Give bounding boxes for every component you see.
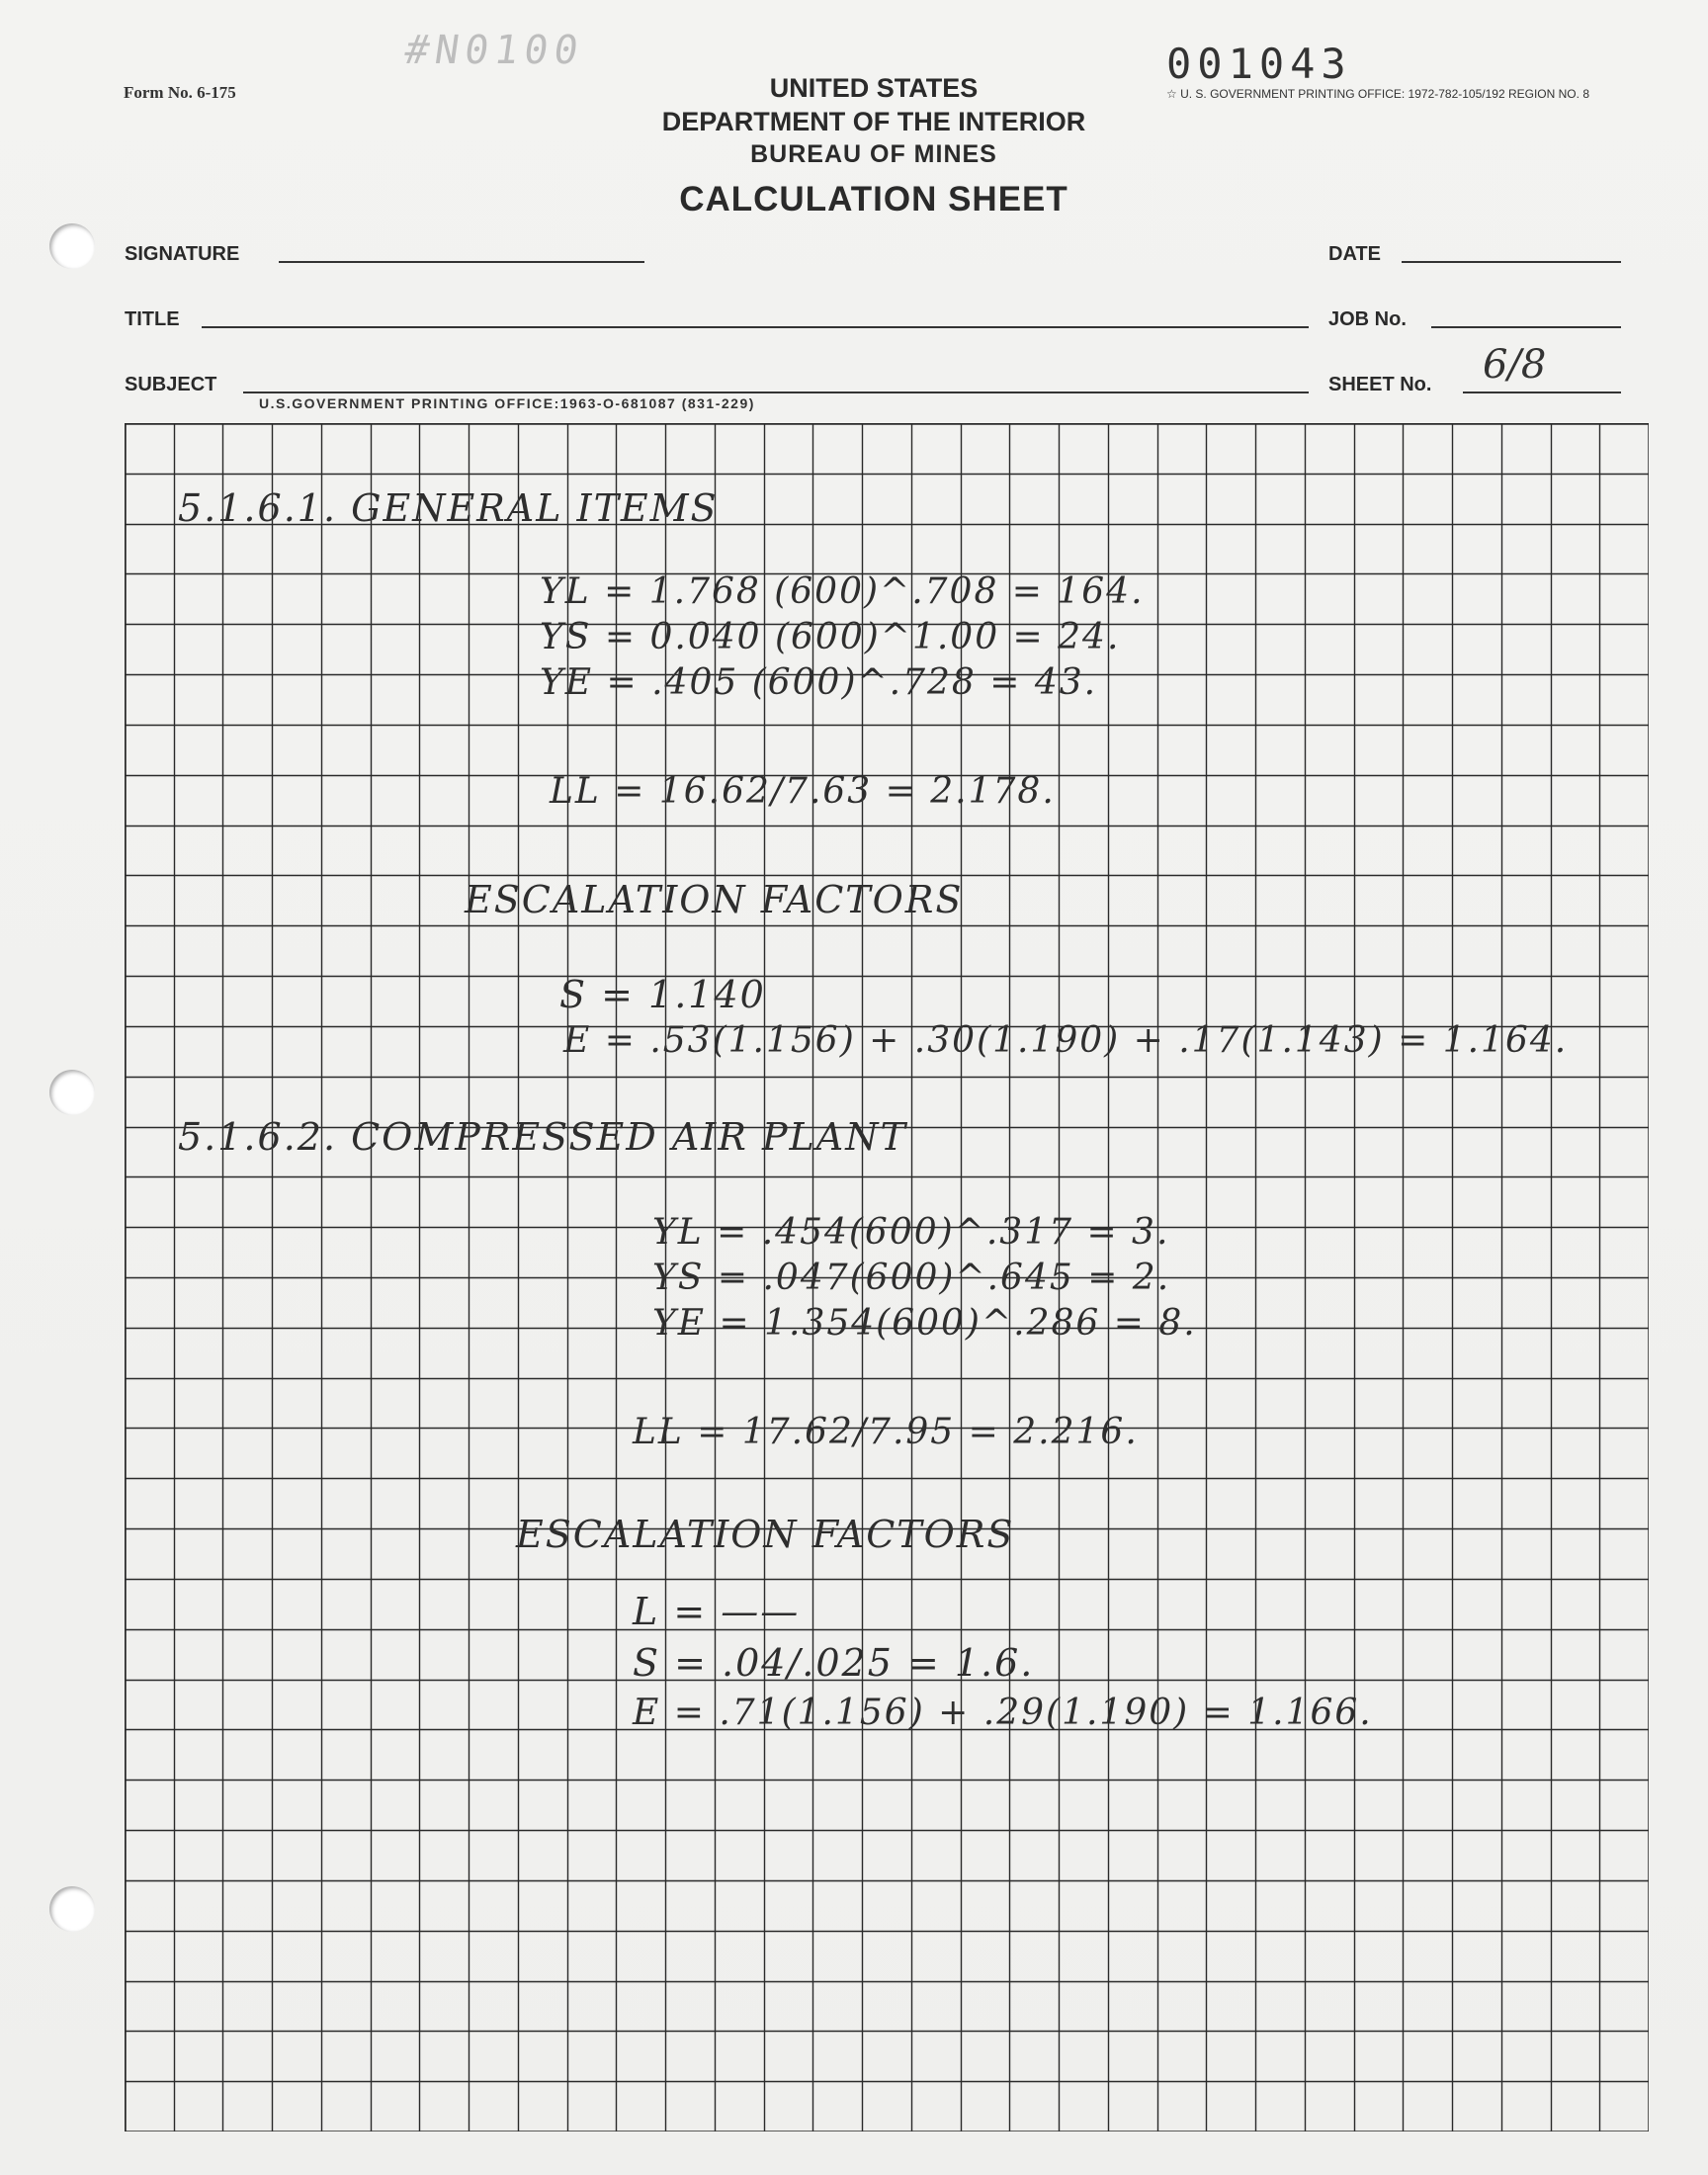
faint-stamp: #N0100 <box>401 28 587 73</box>
s1-ye-equation: YE = .405 (600)^.728 = 43. <box>540 662 1098 703</box>
title-label: TITLE <box>125 308 180 330</box>
punch-hole-middle <box>49 1070 95 1115</box>
s1-e-factor: E = .53(1.156) + .30(1.190) + .17(1.143) = 1.164. <box>563 1020 1569 1061</box>
title-line[interactable] <box>202 326 1309 328</box>
s2-l-factor: L = —— <box>633 1590 801 1633</box>
gpo-imprint-bottom: U.S.GOVERNMENT PRINTING OFFICE:1963-O-681087 (831-229) <box>259 395 755 411</box>
s2-s-factor: S = .04/.025 = 1.6. <box>633 1641 1035 1685</box>
job-number-label: JOB No. <box>1328 308 1407 330</box>
date-line[interactable] <box>1402 261 1621 263</box>
s2-ll-equation: LL = 17.62/7.95 = 2.216. <box>633 1412 1139 1452</box>
s1-escalation-heading: ESCALATION FACTORS <box>465 878 964 921</box>
job-number-line[interactable] <box>1431 326 1621 328</box>
date-label: DATE <box>1328 243 1381 265</box>
calculation-grid <box>125 423 1649 2132</box>
header-department: DEPARTMENT OF THE INTERIOR <box>661 107 1086 136</box>
subject-line[interactable] <box>243 392 1309 393</box>
sheet-number-value: 6/8 <box>1483 342 1547 388</box>
section-2-heading: 5.1.6.2. COMPRESSED AIR PLANT <box>178 1115 907 1159</box>
sheet-number-label: SHEET No. <box>1328 374 1432 395</box>
s1-ys-equation: YS = 0.040 (600)^1.00 = 24. <box>540 617 1121 657</box>
header-united-states: UNITED STATES <box>769 73 979 103</box>
document-number-stamp: 001043 <box>1166 40 1352 88</box>
page-title: CALCULATION SHEET <box>679 180 1068 218</box>
s2-escalation-heading: ESCALATION FACTORS <box>516 1513 1015 1556</box>
punch-hole-bottom <box>49 1886 95 1932</box>
s1-ll-equation: LL = 16.62/7.63 = 2.178. <box>550 771 1056 812</box>
header-bureau: BUREAU OF MINES <box>750 140 997 168</box>
signature-label: SIGNATURE <box>125 243 240 265</box>
s2-yl-equation: YL = .454(600)^.317 = 3. <box>652 1212 1170 1253</box>
subject-label: SUBJECT <box>125 374 217 395</box>
s2-ye-equation: YE = 1.354(600)^.286 = 8. <box>652 1303 1197 1344</box>
signature-line[interactable] <box>279 261 644 263</box>
s1-s-factor: S = 1.140 <box>559 973 766 1016</box>
sheet-number-line[interactable] <box>1463 392 1621 393</box>
section-1-heading: 5.1.6.1. GENERAL ITEMS <box>178 486 719 530</box>
s2-ys-equation: YS = .047(600)^.645 = 2. <box>652 1258 1171 1298</box>
gpo-imprint-top: ☆ U. S. GOVERNMENT PRINTING OFFICE: 1972-782-105/192 REGION NO. 8 <box>1166 87 1589 101</box>
s1-yl-equation: YL = 1.768 (600)^.708 = 164. <box>540 571 1145 612</box>
punch-hole-top <box>49 223 95 269</box>
form-number: Form No. 6-175 <box>124 83 236 102</box>
s2-e-factor: E = .71(1.156) + .29(1.190) = 1.166. <box>633 1693 1373 1733</box>
